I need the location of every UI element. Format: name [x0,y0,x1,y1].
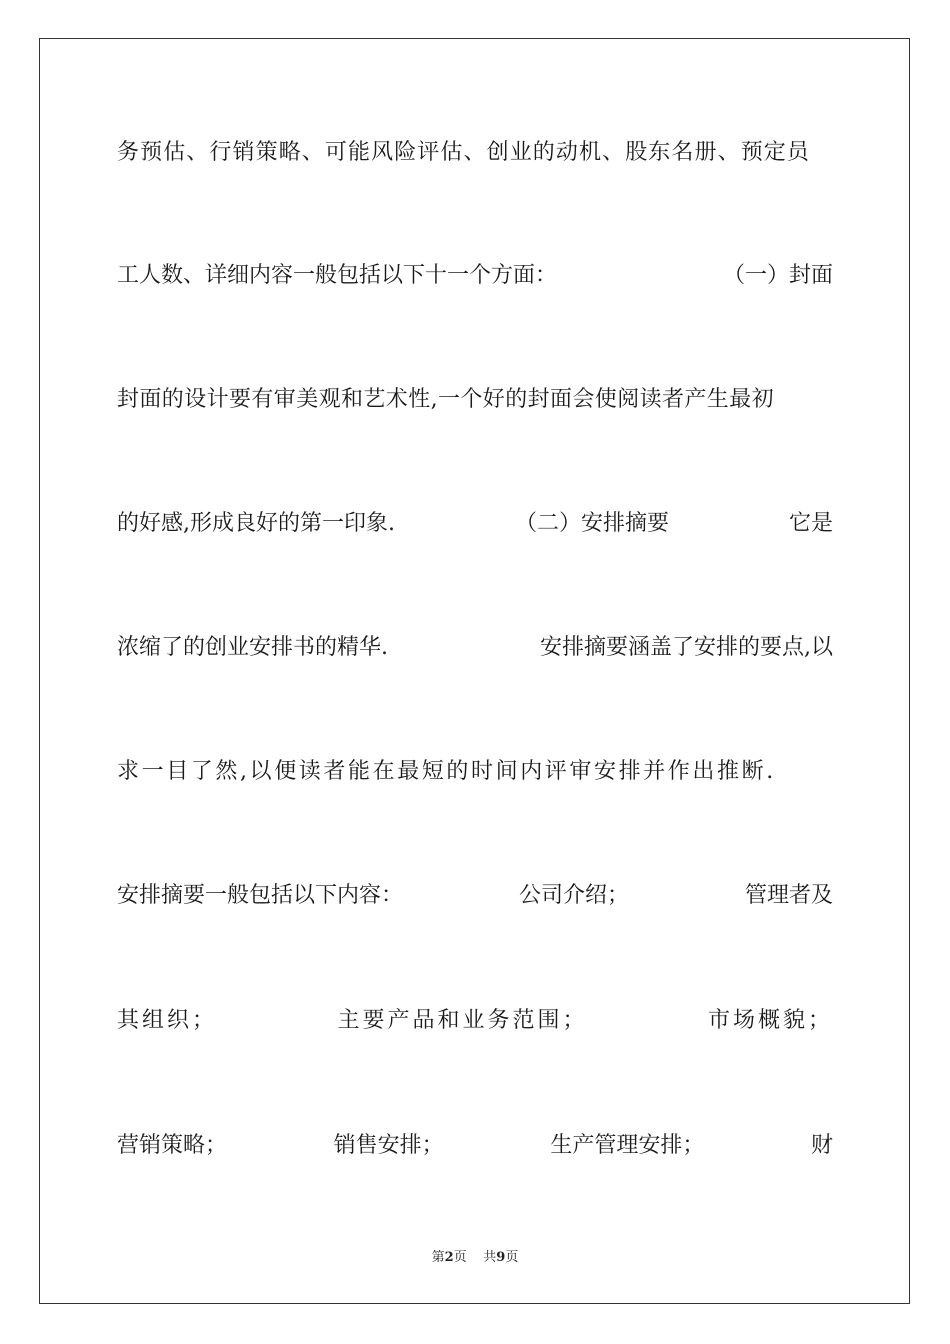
text-segment: 务预估、行销策略、可能风险评估、创业的动机、股东名册、预定员 [117,139,811,165]
text-segment: 浓缩了的创业安排书的精华. [117,634,388,660]
text-line-2 [117,256,833,290]
page-total: 9 [496,1250,506,1265]
text-segment: 生产管理安排； [550,1132,705,1158]
text-segment: 财 [810,1132,833,1158]
text-segment: 市场概貌； [707,1007,833,1033]
text-segment: 主要产品和业务范围； [337,1007,588,1033]
text-segment: 销售安排； [333,1132,444,1158]
text-segment: 营销策略； [117,1132,228,1158]
text-line-9 [117,1126,833,1160]
text-line-5 [117,628,833,662]
text-segment: 其组织； [117,1007,218,1033]
text-line-6 [117,752,833,786]
text-segment: 封面的设计要有审美观和艺术性,一个好的封面会使阅读者产生最初 [117,386,774,412]
text-line-7 [117,876,833,910]
text-segment: 工人数、详细内容一般包括以下十一个方面： [117,262,558,288]
page-suffix: 页 [453,1250,467,1265]
text-segment: 的好感,形成良好的第一印象. [117,510,395,536]
text-segment: 安排摘要一般包括以下内容： [117,882,404,908]
text-segment: 公司介绍； [518,882,629,908]
text-segment: 管理者及 [744,882,833,908]
text-segment: 求一目了然,以便读者能在最短的时间内评审安排并作出推断. [117,758,776,784]
total-suffix: 页 [505,1250,519,1265]
total-prefix: 共 [483,1250,497,1265]
text-line-4 [117,504,833,538]
text-segment: 它是 [788,510,833,536]
text-line-8 [117,1001,833,1035]
page-prefix: 第 [431,1250,445,1265]
text-segment: （一）封面 [722,262,833,288]
page-border [39,38,910,1304]
text-line-1 [117,133,833,167]
page-current: 2 [444,1250,454,1265]
text-segment: （二）安排摘要 [514,510,669,536]
page-footer [0,1246,950,1265]
text-line-3 [117,380,833,414]
text-segment: 安排摘要涵盖了安排的要点,以 [540,634,833,660]
